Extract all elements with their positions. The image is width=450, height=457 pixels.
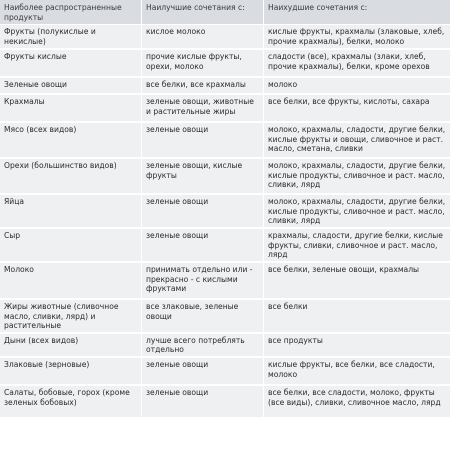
cell-worst: все продукты: [264, 334, 450, 358]
cell-worst: молоко, крахмалы, сладости, другие белки, кислые продукты, сливочное и раст. масло, сливки, лярд: [264, 195, 450, 229]
cell-product: Жиры животные (сливочное масло, сливки, лярд) и растительные: [0, 300, 142, 334]
cell-worst: все белки: [264, 300, 450, 334]
cell-best: принимать отдельно или - прекрасно - с кислыми фруктами: [142, 263, 264, 300]
table-row: [0, 95, 450, 123]
cell-best: зеленые овощи, животные и растительные жиры: [142, 95, 264, 123]
cell-product: Злаковые (зерновые): [0, 358, 142, 386]
header-best-combinations: Наилучшие сочетания с:: [142, 0, 264, 25]
cell-best: кислое молоко: [142, 25, 264, 50]
cell-product: Крахмалы: [0, 95, 142, 123]
cell-worst: молоко: [264, 78, 450, 95]
cell-best: все злаковые, зеленые овощи: [142, 300, 264, 334]
cell-worst: крахмалы, сладости, другие белки, кислые фрукты, сливки, сливочное и раст. масло, лярд: [264, 229, 450, 263]
table-row: [0, 263, 450, 300]
cell-product: Дыни (всех видов): [0, 334, 142, 358]
table-row: [0, 358, 450, 386]
cell-product: Салаты, бобовые, горох (кроме зеленых бобовых): [0, 386, 142, 419]
cell-best: лучше всего потреблять отдельно: [142, 334, 264, 358]
table-row: [0, 123, 450, 159]
cell-product: Фрукты кислые: [0, 50, 142, 78]
cell-product: Мясо (всех видов): [0, 123, 142, 159]
cell-best: все белки, все крахмалы: [142, 78, 264, 95]
cell-best: зеленые овощи: [142, 229, 264, 263]
table-row: [0, 159, 450, 195]
table-row: [0, 25, 450, 50]
cell-best: зеленые овощи: [142, 358, 264, 386]
cell-product: Орехи (большинство видов): [0, 159, 142, 195]
table-row: [0, 50, 450, 78]
header-products: Наиболее распространенные продукты: [0, 0, 142, 25]
table-row: [0, 78, 450, 95]
cell-best: прочие кислые фрукты, орехи, молоко: [142, 50, 264, 78]
table-row: [0, 300, 450, 334]
cell-worst: сладости (все), крахмалы (злаки, хлеб, прочие крахмалы), белки, кроме орехов: [264, 50, 450, 78]
cell-product: Молоко: [0, 263, 142, 300]
cell-worst: молоко, крахмалы, сладости, другие белки, кислые продукты, сливочное и раст. масло, сливки, лярд: [264, 159, 450, 195]
table-row: [0, 334, 450, 358]
cell-worst: кислые фрукты, все белки, все сладости, молоко: [264, 358, 450, 386]
cell-best: зеленые овощи: [142, 386, 264, 419]
cell-worst: молоко, крахмалы, сладости, другие белки, кислые фрукты и овощи, сливочное и раст. масло, сметана, сливки: [264, 123, 450, 159]
header-row: [0, 0, 450, 25]
table-row: [0, 386, 450, 419]
cell-best: зеленые овощи: [142, 123, 264, 159]
cell-worst: все белки, все сладости, молоко, фрукты (все виды), сливки, сливочное масло, лярд: [264, 386, 450, 419]
cell-product: Зеленые овощи: [0, 78, 142, 95]
header-worst-combinations: Наихудшие сочетания с:: [264, 0, 450, 25]
cell-product: Яйца: [0, 195, 142, 229]
cell-worst: все белки, все фрукты, кислоты, сахара: [264, 95, 450, 123]
cell-product: Сыр: [0, 229, 142, 263]
table-row: [0, 229, 450, 263]
table-row: [0, 195, 450, 229]
cell-best: зеленые овощи: [142, 195, 264, 229]
cell-best: зеленые овощи, кислые фрукты: [142, 159, 264, 195]
cell-product: Фрукты (полукислые и некислые): [0, 25, 142, 50]
cell-worst: кислые фрукты, крахмалы (злаковые, хлеб, прочие крахмалы), белки, молоко: [264, 25, 450, 50]
table-body: [0, 25, 450, 419]
cell-worst: все белки, зеленые овощи, крахмалы: [264, 263, 450, 300]
